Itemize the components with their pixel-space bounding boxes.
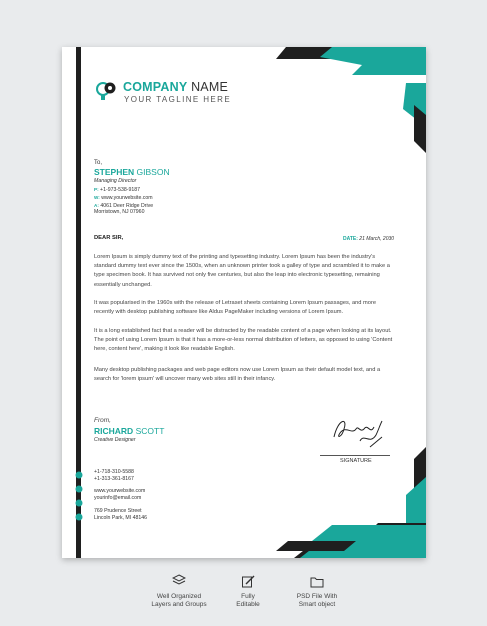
edit-icon — [241, 574, 255, 588]
feature-psd-line1: PSD File With — [296, 593, 338, 600]
layers-icon — [172, 574, 186, 586]
contact-address-line2: Lincoln Park, MI 48146 — [94, 515, 148, 521]
contact-icon-column — [75, 469, 83, 527]
contact-web: www.yourwebsite.com — [94, 488, 146, 494]
feature-editable-line1: Fully — [241, 593, 255, 600]
feature-psd — [277, 593, 357, 609]
salutation: DEAR SIR, — [94, 235, 124, 241]
letterhead-page — [62, 47, 426, 558]
recipient-name — [94, 167, 170, 177]
contact-phone2: +1-313-361-8167 — [94, 476, 134, 482]
recipient-first-name: STEPHEN — [94, 167, 135, 177]
paragraph-2: It was popularised in the 1960s with the release of Letraset sheets containing Lorem Ipsum passages, and more recently with desktop publishing software like Aldus PageMaker including versions of Lorem Ipsum. — [94, 300, 377, 316]
location-icon — [76, 514, 83, 521]
web-label: W: — [94, 195, 100, 200]
bottom-dark-band-2 — [376, 523, 426, 525]
recipient-last-name: GIBSON — [136, 167, 170, 177]
sender-last-name: SCOTT — [135, 426, 165, 436]
feature-psd-line2: Smart object — [298, 601, 336, 608]
bulb-gear-logo-icon — [95, 80, 119, 104]
folder-icon — [310, 576, 324, 588]
globe-icon — [76, 486, 83, 493]
signature-label: SIGNATURE — [340, 458, 372, 464]
sender-title: Creative Designer — [94, 437, 136, 443]
company-tagline: YOUR TAGLINE HERE — [124, 95, 232, 104]
feature-editable — [208, 593, 288, 609]
recipient-address-line2: Morristown, NJ 07960 — [94, 209, 145, 215]
company-name — [123, 80, 228, 94]
date-value: 21 March, 2030 — [359, 236, 395, 242]
recipient-title: Managing Director — [94, 178, 137, 184]
signature-line — [320, 455, 390, 456]
feature-editable-line2: Editable — [236, 601, 260, 608]
sender-name — [94, 426, 164, 436]
recipient-phone-row — [94, 187, 140, 193]
feature-layers-line2: Layers and Groups — [151, 601, 207, 608]
contact-address-line1: 769 Prudence Street — [94, 508, 142, 514]
bottom-dark-band — [276, 541, 356, 551]
company-name-regular: NAME — [191, 80, 228, 94]
company-name-bold: COMPANY — [123, 80, 188, 94]
feature-layers — [139, 593, 219, 609]
email-icon — [76, 500, 83, 507]
recipient-address-line1: 4061 Deer Ridge Drive — [100, 203, 154, 209]
top-teal-band — [320, 47, 426, 75]
recipient-phone: +1-973-538-9187 — [100, 187, 140, 193]
contact-email: yourinfo@email.com — [94, 495, 142, 501]
to-label: To, — [94, 160, 103, 166]
paragraph-3: It is a long established fact that a reader will be distracted by the readable content of a page when looking at its layout. The point of using Lorem Ipsum is that it has a more-or-less normal distribution of letters, as opposed to using 'Content here, content here', making it look like readable English. — [94, 328, 393, 353]
phone-icon — [76, 472, 83, 479]
from-label: From, — [94, 417, 111, 424]
handwritten-signature — [330, 415, 390, 453]
recipient-web: www.yourwebsite.com — [101, 195, 153, 201]
paragraph-4: Many desktop publishing packages and web page editors now use Lorem Ipsum as their default model text, and a search for 'lorem ipsum' will uncover many web sites still in their infancy. — [94, 367, 381, 383]
sender-first-name: RICHARD — [94, 426, 134, 436]
recipient-web-row — [94, 195, 153, 201]
date-label: DATE: — [343, 236, 358, 242]
contact-icons — [75, 469, 83, 527]
feature-layers-line1: Well Organized — [156, 593, 202, 600]
contact-phone1: +1-718-310-5588 — [94, 469, 134, 475]
address-label: A: — [94, 203, 99, 208]
phone-label: P: — [94, 187, 99, 192]
date-row — [343, 236, 394, 242]
paragraph-1: Lorem Ipsum is simply dummy text of the printing and typesetting industry. Lorem Ipsum has been the industry's standard dummy text ever since the 1500s, when an unknown printer took a galley of type and scrambled it to make a type specimen book. It has survived not only five centuries, but also the leap into electronic typesetting, remaining essentially unchanged. — [94, 254, 390, 288]
